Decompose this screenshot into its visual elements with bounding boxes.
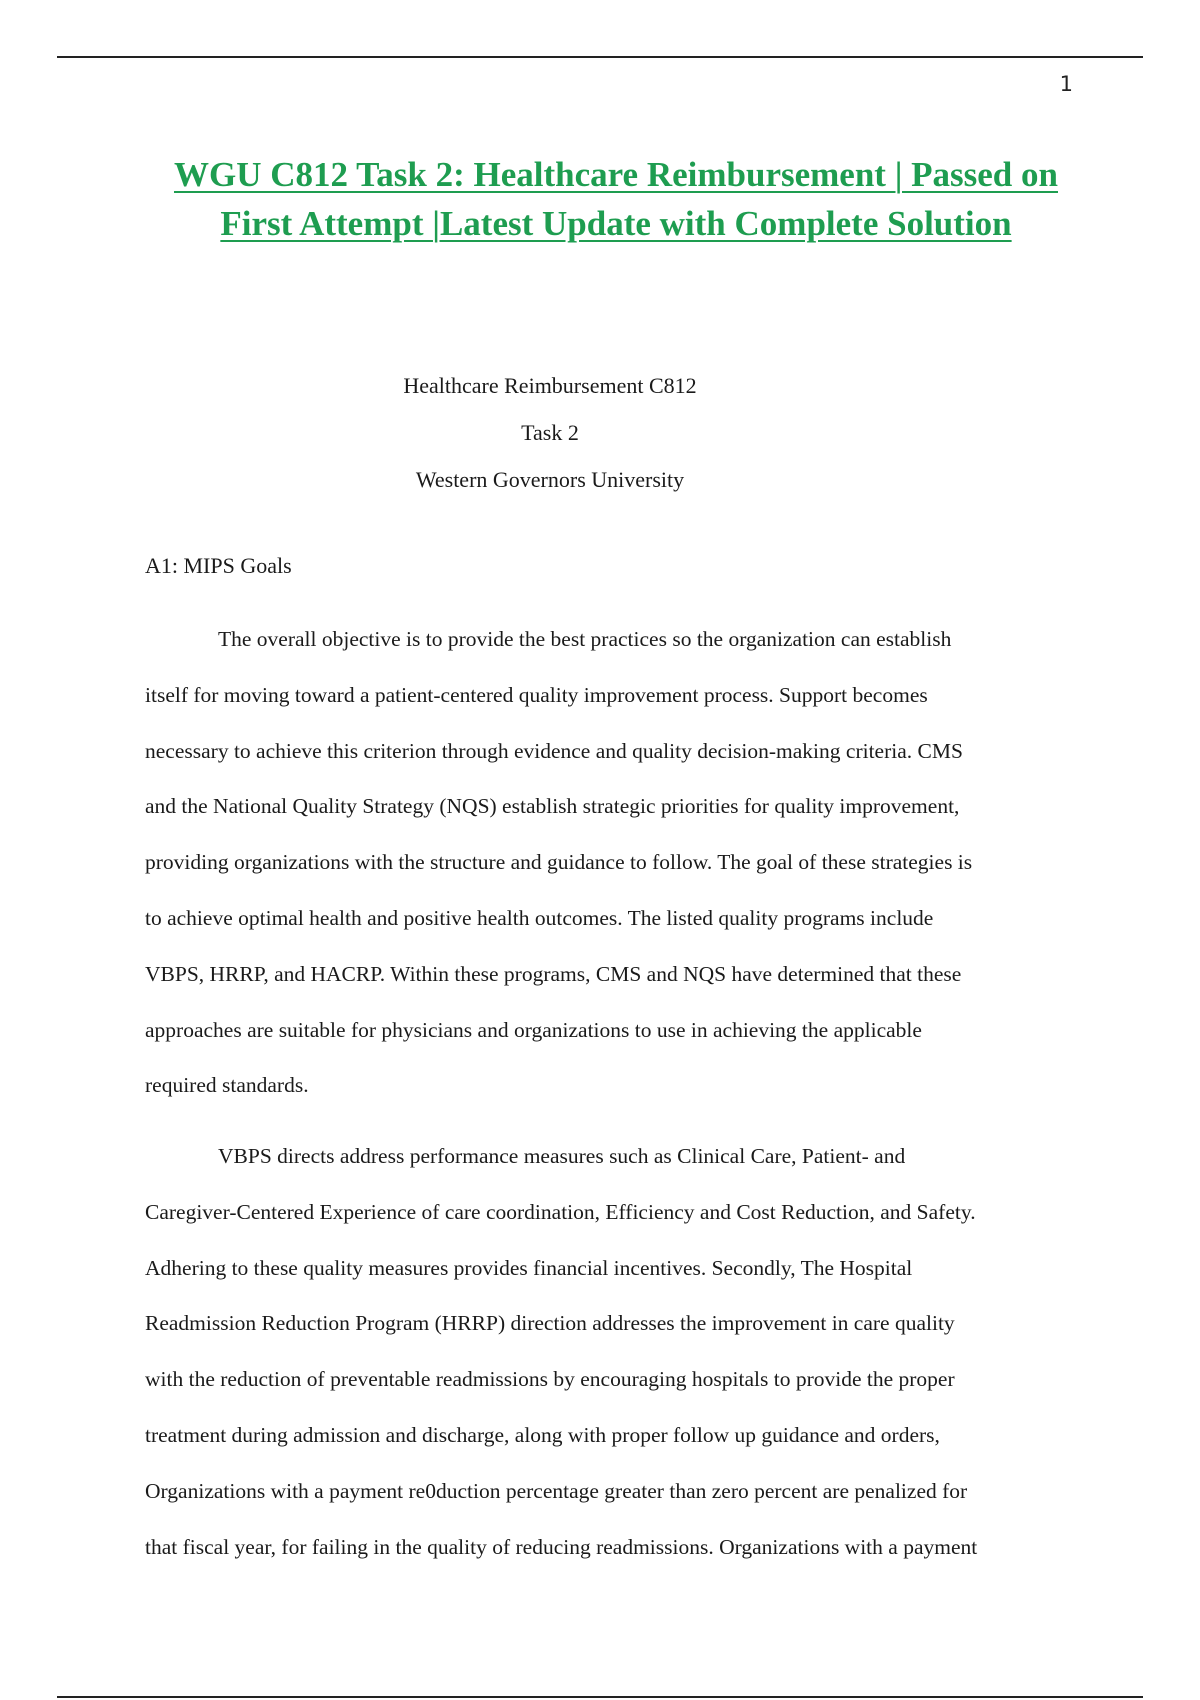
page-number: 1 <box>1059 72 1073 96</box>
paragraph-line: and the National Quality Strategy (NQS) establish strategic priorities for quality improvement, <box>145 794 960 819</box>
paragraph-line: approaches are suitable for physicians and organizations to use in achieving the applicable <box>145 1017 922 1042</box>
paragraph-line: providing organizations with the structure and guidance to follow. The goal of these strategies is <box>145 850 973 875</box>
paragraph-line: that fiscal year, for failing in the quality of reducing readmissions. Organizations with a payment <box>145 1534 978 1559</box>
paragraph-line: Caregiver-Centered Experience of care coordination, Efficiency and Cost Reduction, and Safety. <box>145 1199 976 1224</box>
document-title-line-2: First Attempt |Latest Update with Complete Solution <box>220 204 1012 243</box>
cover-block <box>0 368 1100 509</box>
paragraph-vbps-hrrp <box>145 1129 1080 1575</box>
paragraph-line: required standards. <box>145 1073 309 1098</box>
paragraph-line: VBPS directs address performance measures such as Clinical Care, Patient- and <box>218 1144 906 1168</box>
university-name: Western Governors University <box>415 467 685 492</box>
course-name: Healthcare Reimbursement C812 <box>403 373 697 398</box>
paragraph-line: Readmission Reduction Program (HRRP) direction addresses the improvement in care quality <box>145 1311 955 1336</box>
section-heading: A1: MIPS Goals <box>145 553 292 578</box>
paragraph-mips-objective <box>145 612 1080 1114</box>
paragraph-line: Adhering to these quality measures provides financial incentives. Secondly, The Hospital <box>145 1255 913 1280</box>
paragraph-line: Organizations with a payment re0duction percentage greater than zero percent are penalized for <box>145 1478 968 1503</box>
task-label: Task 2 <box>521 420 579 445</box>
paragraph-line: The overall objective is to provide the best practices so the organization can establish <box>218 627 952 651</box>
document-title <box>120 150 1112 248</box>
footer-rule <box>57 1696 1143 1698</box>
paragraph-line: to achieve optimal health and positive health outcomes. The listed quality programs include <box>145 905 934 930</box>
header-rule <box>57 56 1143 58</box>
paragraph-line: VBPS, HRRP, and HACRP. Within these programs, CMS and NQS have determined that these <box>145 961 962 986</box>
paragraph-line: with the reduction of preventable readmissions by encouraging hospitals to provide the proper <box>145 1367 955 1392</box>
paragraph-line: treatment during admission and discharge, along with proper follow up guidance and orders, <box>145 1422 940 1447</box>
paragraph-line: itself for moving toward a patient-centered quality improvement process. Support becomes <box>145 682 928 707</box>
document-title-line-1: WGU C812 Task 2: Healthcare Reimbursement | Passed on <box>173 155 1058 194</box>
paragraph-line: necessary to achieve this criterion through evidence and quality decision-making criteria. CMS <box>145 738 963 763</box>
